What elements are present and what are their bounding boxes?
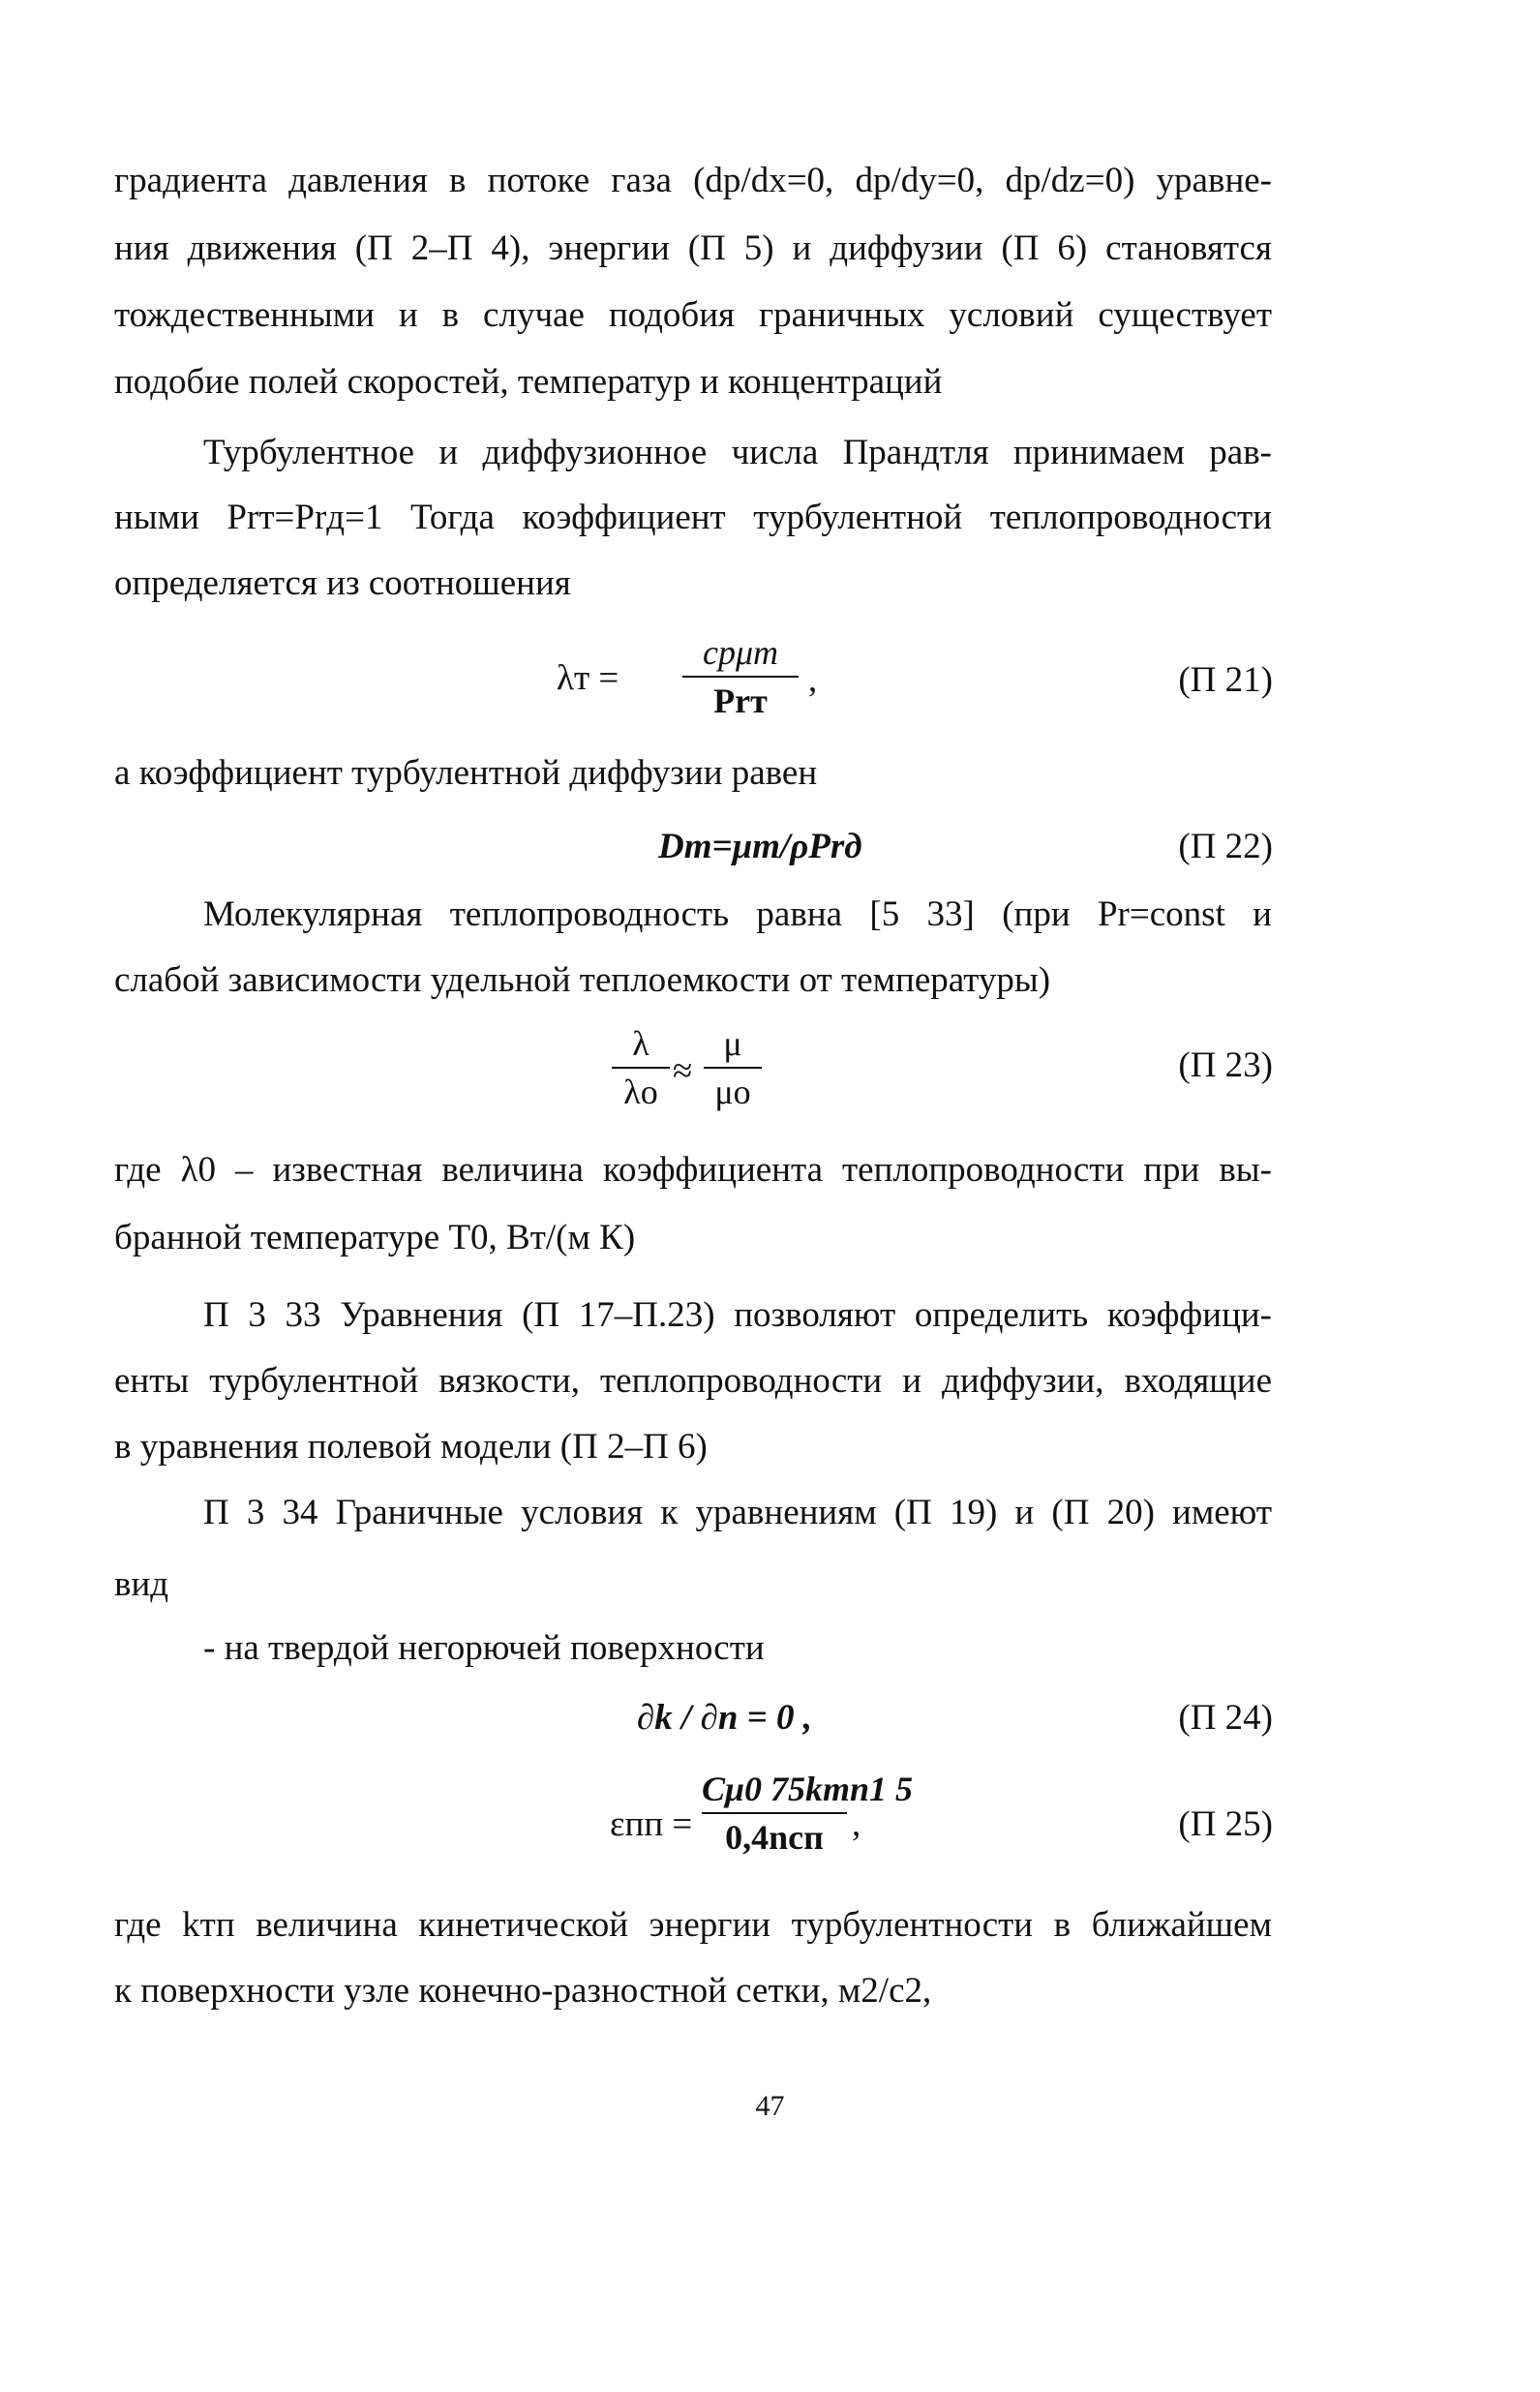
paragraph-2-line-2: ными Prт=Prд=1 Тогда коэффициент турбулентной теплопроводности bbox=[114, 498, 1272, 537]
equation-21-numerator: cpμт bbox=[702, 633, 779, 672]
paragraph-2-line-1: Турбулентное и диффузионное числа Прандтля принимаем рав- bbox=[203, 433, 1272, 472]
equation-21-fraction bbox=[682, 631, 799, 722]
equation-23-right-denominator: μo bbox=[714, 1073, 751, 1111]
paragraph-3-line-1: Молекулярная теплопроводность равна [5 33] (при Pr=const и bbox=[203, 894, 1272, 934]
equation-24-expression: ∂k / ∂n = 0 , bbox=[637, 1698, 813, 1738]
equation-23-left-numerator: λ bbox=[632, 1024, 649, 1063]
equation-22-expression: Dт=μт/ρPrд bbox=[658, 827, 862, 866]
list-item-nonflammable-surface: - на твердой негорючей поверхности bbox=[203, 1628, 765, 1668]
equation-24-number: (П 24) bbox=[1178, 1698, 1273, 1738]
equation-25-number: (П 25) bbox=[1178, 1804, 1273, 1844]
text-before-equation-22: а коэффициент турбулентной диффузии равен bbox=[114, 753, 818, 793]
paragraph-3-line-2: слабой зависимости удельной теплоемкости от температуры) bbox=[114, 960, 1051, 1000]
paragraph-4-line-1: где λ0 – известная величина коэффициента теплопроводности при вы- bbox=[114, 1150, 1272, 1190]
equation-23-left-fraction bbox=[612, 1022, 670, 1113]
equation-25-denominator: 0,4nсп bbox=[725, 1818, 824, 1857]
page-number: 47 bbox=[755, 2090, 785, 2122]
equation-25-lhs: εпп = bbox=[610, 1804, 693, 1844]
equation-21-comma: , bbox=[808, 660, 818, 700]
paragraph-6-line-1: П 3 34 Граничные условия к уравнениям (П 19) и (П 20) имеют bbox=[203, 1493, 1272, 1532]
equation-25-numerator: Cμ0 75kтп1 5 bbox=[702, 1770, 914, 1808]
paragraph-1-line-2: ния движения (П 2–П 4), энергии (П 5) и диффузии (П 6) становятся bbox=[114, 228, 1272, 268]
equation-21-denominator: Prт bbox=[713, 681, 768, 720]
equation-23-right-numerator: μ bbox=[723, 1024, 742, 1063]
equation-25-fraction bbox=[702, 1768, 914, 1859]
paragraph-7-line-1: где kтп величина кинетической энергии турбулентности в ближайшем bbox=[114, 1905, 1272, 1945]
equation-23-left-bar bbox=[612, 1067, 670, 1069]
equation-21-lhs: λт = bbox=[557, 658, 619, 698]
equation-23-number: (П 23) bbox=[1178, 1045, 1273, 1085]
equation-21-fraction-bar bbox=[682, 676, 799, 678]
equation-23-right-fraction bbox=[704, 1022, 762, 1113]
paragraph-6-line-2: вид bbox=[114, 1564, 169, 1604]
equation-22-number: (П 22) bbox=[1178, 827, 1273, 866]
paragraph-2-line-3: определяется из соотношения bbox=[114, 563, 571, 603]
paragraph-1-line-1: градиента давления в потоке газа (dp/dx=0, dp/dy=0, dp/dz=0) уравне- bbox=[114, 161, 1272, 200]
equation-25-comma: , bbox=[852, 1804, 861, 1844]
paragraph-7-line-2: к поверхности узле конечно-разностной сетки, м2/с2, bbox=[114, 1971, 932, 2011]
paragraph-5-line-2: енты турбулентной вязкости, теплопроводности и диффузии, входящие bbox=[114, 1361, 1272, 1401]
paragraph-1-line-3: тождественными и в случае подобия граничных условий существует bbox=[114, 295, 1272, 335]
equation-23-approx-sign: ≈ bbox=[673, 1051, 693, 1091]
paragraph-1-line-4: подобие полей скоростей, температур и концентраций bbox=[114, 362, 943, 402]
paragraph-5-line-3: в уравнения полевой модели (П 2–П 6) bbox=[114, 1427, 708, 1467]
equation-23-right-bar bbox=[704, 1067, 762, 1069]
paragraph-4-line-2: бранной температуре T0, Вт/(м К) bbox=[114, 1218, 636, 1257]
equation-25-fraction-bar bbox=[702, 1812, 847, 1814]
paragraph-5-line-1: П 3 33 Уравнения (П 17–П.23) позволяют определить коэффици- bbox=[203, 1295, 1272, 1335]
equation-23-left-denominator: λo bbox=[623, 1073, 658, 1111]
equation-21-number: (П 21) bbox=[1178, 660, 1273, 700]
